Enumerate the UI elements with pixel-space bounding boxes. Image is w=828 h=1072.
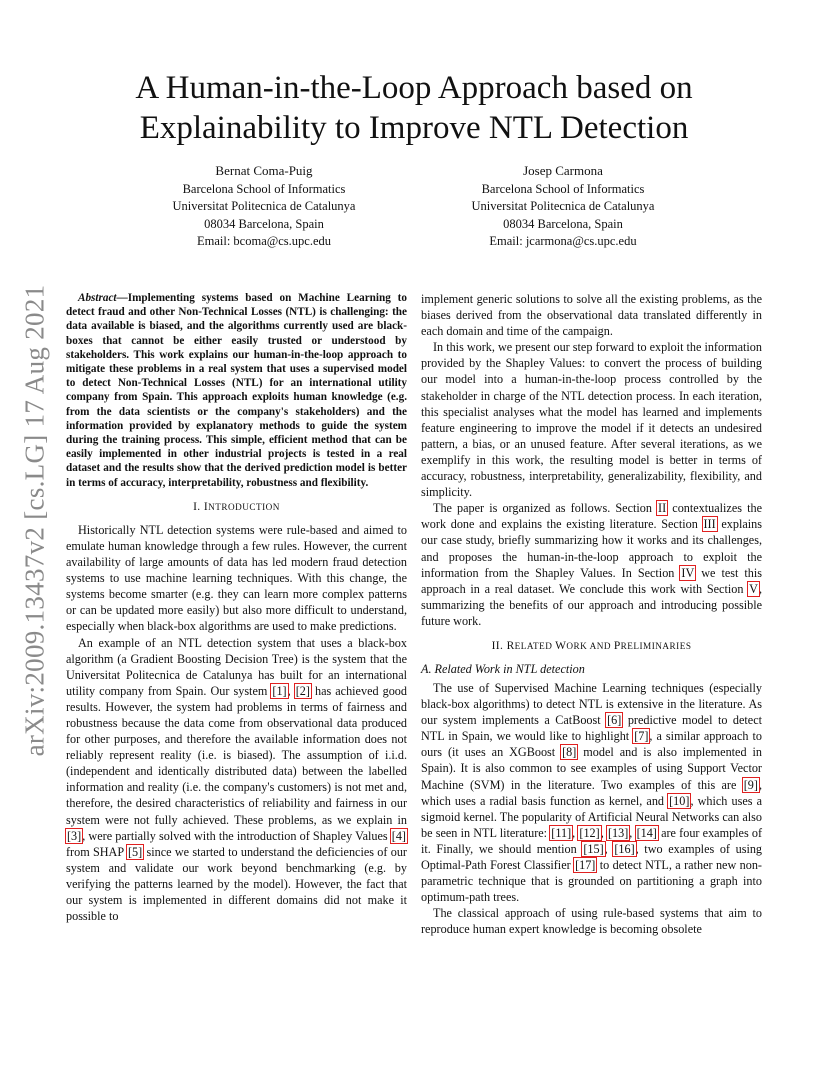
- arxiv-identifier: arXiv:2009.13437v2 [cs.LG] 17 Aug 2021: [19, 284, 50, 756]
- citation-link[interactable]: [13]: [607, 825, 629, 840]
- citation-link[interactable]: [2]: [295, 683, 310, 698]
- section-link[interactable]: IV: [681, 565, 695, 580]
- abstract-text: —Implementing systems based on Machine Learning to detect fraud and other Non-Technical Losses (NTL) is challenging: the data available is biased, and the algorithms currently used are black-boxes that cannot be either easily trusted or understood by stakeholders. This work explains our human-in-the-loop approach to mitigate these problems in a real system that uses a supervised model to detect Non-Technical Losses (NTL) for an international utility company from Spain. This approach exploits human knowledge (e.g. from the data scientists or the company's stakeholders) and the information provided by explanatory methods to guide the system during the training process. This simple, efficient method that can be easily implemented in other industrial projects is tested in a real dataset and the results show that the derived prediction model is better in terms of accuracy, interpretability, robustness and flexibility.: [66, 292, 407, 489]
- author-name: Bernat Coma-Puig: [215, 163, 313, 178]
- citation-link[interactable]: [6]: [607, 713, 622, 728]
- intro-paragraph-1: Historically NTL detection systems were rule-based and aimed to emulate human knowledge through a few rules. However, the current availability of large amounts of data has led modern fraud detection systems to use machine learning techniques. With this change, the systems become smarter (e.g. they can learn more complex patterns or can be updated more easily) but also more difficult to understand, especially when black-box algorithms are used to make predictions.: [66, 522, 407, 634]
- citation-link[interactable]: [1]: [272, 683, 287, 698]
- right-column: [421, 291, 762, 937]
- abstract: [66, 291, 407, 490]
- section-heading-related-work: II. RELATED WORK AND PRELIMINARIES: [491, 639, 692, 652]
- intro-paragraph-3: In this work, we present our step forward to exploit the information provided by the Shapley Values: to convert the process of building our model into a human-in-the-loop process controlled by the stakeholder in charge of the NTL detection process. In each iteration, this specialist analyses what the model has learned and implements feature engineering to improve the model if it detects an undesired pattern, a bias, or an unused feature. After several iterations, as we exemplify in this work, the resulting model is better in terms of accuracy, robustness, interpretability, generalizability, flexibility, and simplicity.: [421, 340, 762, 500]
- author-address: 08034 Barcelona, Spain: [204, 216, 324, 231]
- section-heading-introduction: I. INTRODUCTION: [193, 500, 280, 513]
- intro-paragraph-4: The paper is organized as follows. Section II contextualizes the work done and explains the existing literature. Section III explains our case study, briefly summarizing how it works and its challenges, and proposes the human-in-the-loop approach to exploit the information from the Shapley Values. In Section IV we test this approach in a real dataset. We conclude this work with Section V, summarizing the benefits of our approach and introducing possible future work.: [421, 501, 762, 628]
- citation-link[interactable]: [3]: [67, 828, 82, 843]
- arxiv-stamp: [12, 285, 58, 755]
- author-school: Barcelona School of Informatics: [182, 181, 346, 196]
- author-school: Barcelona School of Informatics: [481, 181, 645, 196]
- paper-title: [60, 68, 768, 148]
- abstract-label: Abstract: [78, 292, 117, 304]
- section-link[interactable]: II: [658, 501, 667, 516]
- title-line-1: A Human-in-the-Loop Approach based on: [135, 70, 693, 106]
- citation-link[interactable]: [16]: [614, 841, 635, 856]
- author-email[interactable]: Email: jcarmona@cs.upc.edu: [489, 234, 637, 248]
- section-link[interactable]: V: [749, 581, 758, 596]
- citation-link[interactable]: [7]: [634, 729, 649, 744]
- intro-paragraph-2-continued: implement generic solutions to solve all the existing problems, as the biases derived from the observational data translated differently in each domain and time of the campaign.: [421, 292, 762, 339]
- citation-link[interactable]: [5]: [127, 844, 143, 859]
- related-paragraph-2: The classical approach of using rule-based systems that aim to reproduce human expert knowledge is becoming obsolete: [421, 906, 762, 937]
- citation-link[interactable]: [10]: [669, 793, 690, 808]
- author-email[interactable]: Email: bcoma@cs.upc.edu: [196, 234, 332, 248]
- author-university: Universitat Politecnica de Catalunya: [471, 199, 655, 213]
- related-paragraph-1: The use of Supervised Machine Learning techniques (especially black-box algorithms) to detect NTL is extensive in the literature. As our system implements a CatBoost [6] predictive model to detect NTL in Spain, we would like to highlight [7], a similar approach to ours (it uses an XGBoost [8] model and is also implemented in Spain). It is also common to see examples of using Support Vector Machine (SVM) in the literature. Two examples of this are [9], which uses a radial basis function as kernel, and [10], which uses a sigmoid kernel. The popularity of Artificial Neural Networks can also be seen in NTL literature: [11], [12], [13], [14] are four examples of it. Finally, we should mention [15], [16], two examples of using Optimal-Path Forest Classifier [17] to detect NTL, a rather new non-parametric technique that is grounded on partitioning a graph into optimum-path trees.: [421, 680, 763, 905]
- section-link[interactable]: III: [703, 517, 716, 532]
- left-column: [66, 291, 407, 924]
- intro-paragraph-2: An example of an NTL detection system that uses a black-box algorithm (a Gradient Boosting Decision Tree) is the system that the Universitat Politecnica de Catalunya has built for an international utility company from Spain. Our system [1], [2] has achieved good results. However, the system had problems in terms of fairness and robustness because the data come from observational data produced for other purposes, and therefore the available information does not reliably represent reality (i.e. is biased). The assumption of i.i.d. (independent and identically distributed data) between the labelled information and reality (i.e. the company's customers) is not met and, therefore, the desired characteristics of reliability and fairness in our system were not fully achieved. These problems, as we explain in [3], were partially solved with the introduction of Shapley Values [4] from SHAP [5] since we started to understand the deficiencies of our system and validate our work beyond benchmarking (e.g. by verifying the patterns learned by the model). However, the fact that our system is implemented in different domains did not make it possible to: [66, 635, 407, 924]
- citation-link[interactable]: [15]: [583, 841, 604, 856]
- citation-link[interactable]: [17]: [575, 858, 596, 872]
- author-block-1: [114, 162, 414, 251]
- citation-link[interactable]: [12]: [579, 825, 600, 840]
- author-address: 08034 Barcelona, Spain: [503, 216, 623, 231]
- citation-link[interactable]: [4]: [391, 828, 406, 843]
- citation-link[interactable]: [11]: [551, 825, 572, 840]
- author-university: Universitat Politecnica de Catalunya: [172, 199, 356, 213]
- subsection-heading: A. Related Work in NTL detection: [421, 661, 585, 676]
- author-block-2: [413, 162, 713, 251]
- citation-link[interactable]: [8]: [562, 745, 577, 760]
- title-line-2: Explainability to Improve NTL Detection: [139, 110, 689, 146]
- citation-link[interactable]: [9]: [743, 777, 758, 792]
- citation-link[interactable]: [14]: [636, 825, 657, 840]
- author-name: Josep Carmona: [523, 163, 603, 178]
